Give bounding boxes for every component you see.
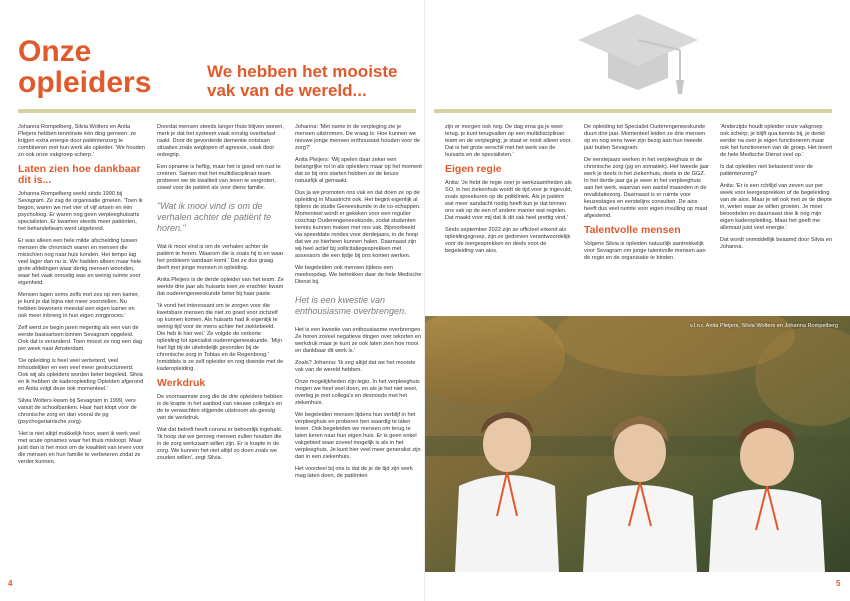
body-paragraph: zijn er morgen ook nog. De dag erna ga je weer terug. je kunt terugvallen op een multidisciplinair team en de verpleging; je staat er nooit alleen voor. Dat is het grote verschil met het werk van de huisarts en de specialisten.'	[445, 124, 572, 158]
intro-paragraph: Johanna Rompelberg, Silvia Wolters en Anita Pleijers hebben tenminste één ding gemeen: ze krijgen extra energie door patiëntenzorg te combineren met hun werk als opleider. 'We houden zo ook onze vakgroep scherp.'	[18, 124, 145, 158]
header-rule-left	[18, 109, 416, 113]
body-paragraph: Zelf werd ze begin jaren negentig als een van de eerste basisartsen binnen Sevagram opgeleid. Ook dat is veranderd. Toen moest ze nog een dag per week naar Amsterdam.	[18, 325, 142, 352]
text-column-6	[720, 124, 832, 256]
body-paragraph: Wat dat betreft heeft corona er behoorlijk ingehakt. 'Ik hoop dat we genoeg mensen zullen houden die in de zorg werkzaam willen zijn. Er is krapte in de zorg. We kunnen het niet altijd zo doen zoals we zouden willen', zegt Silvia.	[157, 427, 283, 461]
pull-quote: Het is een kwestie van enthousiasme overbrengen.	[295, 295, 407, 316]
header-rule-right	[434, 109, 832, 113]
section-heading: Eigen regie	[445, 163, 502, 175]
body-paragraph: Zoals? Johanna: 'Ik zeg altijd dat we het mooiste vak van de wereld hebben.	[295, 360, 416, 373]
body-paragraph: 'Ik vond het interessant om te zorgen voor die kwetsbare mensen die niet zo goed voor zichzelf op kunnen komen. Als huisarts had ik eigenlijk te weinig tijd voor de mens achter het ziektebeeld. Die heb ik hier wel.' Ze volgde de verkorte opleiding tot specialist ouderengeneeskunde. 'Mijn hart ligt bij de uiteindelijk gevonden bij de chronische zorg in Tobias en de Regenboog.' Inmiddels is ze zelf opleider en nog doende met de kaderopleiding.	[157, 303, 284, 372]
body-paragraph: Het voordeel bij ons is dat de je de tijd zijn werk mag laten doen, de patiënten	[295, 466, 413, 479]
body-paragraph: Mensen lagen soms zelfs met zes op een kamer, je kunt je dat bijna niet meer voorstellen. Nu hebben bewoners meestal een eigen kamer en ook meer inbreng in hun eigen zorgproces.'	[18, 292, 140, 319]
body-paragraph: 'Anderzijds houdt opleider onze vakgroep ook scherp; je blijft qua kennis bij, je denkt eerder na over je eigen functioneren maar ook het functioneren van de groep. Het levert de hele Medische Dienst veel op.'	[720, 124, 832, 158]
body-paragraph: Anita: 'Er is een rchtlijd van zeven uur per week voor leergesprekken of de begeleiding van de aios. Maar je wil ook met ze de diepte in, weten waar ze willen groeien. Je moet beoordelen en daarnaast doe ik nog mijn eigen kaderopleiding. Maar het geeft me allemaal juist veel energie.'	[720, 183, 832, 231]
body-paragraph: Johanna Rompelberg werkt sinds 1990 bij Sevagram. Ze zag de organisatie groeien. 'Toen ik begon, waren we met vier of vijf artsen en één psycholoog. Er waren nog geen verpleeghuisarts specialisten. Er kwamen steeds meer patiënten, het behandelteam werd uitgebreid.	[18, 191, 143, 232]
text-column-4	[445, 124, 572, 260]
body-paragraph: De opleiding tot Specialist Ouderengeneeskunde duurt drie jaar. Momenteel leiden ze drie mensen op en nog eens twee zijn bezig aan hun tweede jaar buiten Sevagram.	[584, 124, 706, 151]
body-paragraph: We begeleiden ook mensen tijdens een meeloopdag. We betrekken daar de hele Medische Dienst bij.	[295, 265, 422, 285]
page-subtitle: We hebben het mooiste vak van de wereld...	[207, 62, 398, 100]
page-number-left: 4	[8, 579, 13, 588]
body-paragraph: We begeleiden mensen tijdens hun verblijf in het verpleeghuis en proberen hen waardig te laten leven. Ook begeleiden we mensen om terug te laten keren naar hun eigen huis. Er is geen enkel vakgebied waar zoveel mogelijk is als in het verpleeghuis. Je kunt hier veel meer generalist zijn dan in een ziekenhuis.	[295, 412, 421, 460]
body-paragraph: Volgens Silvia is opleiden natuurlijk aantrekkelijk voor Sevagram om jonge talentvolle mensen aan de regio en de organisatie te binden.	[584, 241, 706, 261]
group-photo-image	[425, 316, 850, 572]
body-paragraph: Johanna: 'Met name in de verpleging zie je mensen uitstromen. De vraag is: Hoe kunnen we nieuwe jonge mensen enthousiast houden voor de zorg?'	[295, 124, 421, 151]
body-paragraph: Doordat mensen steeds langer thuis blijven wonen, merk je dat het systeem vaak ernstig overbelast raakt. Door de gevorderde dementie ontstaan situaties zoals weglopen of agressie, vaak door onbegrip.	[157, 124, 284, 158]
body-paragraph: 'Het is niet altijd makkelijk hoor, want ik werk veel met acute opnames waar het thuis misloopt. Maar juist dan is het mooi om de kwaliteit van leven voor die mensen en hun familie te verbeteren zodat ze verder kunnen.	[18, 431, 144, 465]
body-paragraph: Silvia Wolters kwam bij Sevagram in 1999, vers vanuit de schoolbanken. Haar hart klopt voor de chronische zorg en dan vooral de pg (psychogeriatrische zorg).	[18, 398, 137, 425]
graduation-cap-icon	[572, 8, 702, 98]
body-paragraph: Dat wordt onmiddellijk beaamd door Silvia en Johanna.	[720, 237, 832, 250]
text-column-5	[584, 124, 711, 267]
body-paragraph: Er was alleen een hele milde afscheiding tussen mensen die chronisch waren en mensen die misschien nog naar huis konden. Het tempo lag veel lager dan nu is. We hadden alleen maar hele grote afdelingen waar dertig mensen woonden, waar het vaak onrustig was en weinig ruimte voor eigenheid.	[18, 238, 142, 286]
body-paragraph: 'De opleiding is heel veel verbeterd, veel inhoudelijker en een veel meer gestructureerd. Ook wij als opleiders worden beter begeleid. Silvia en ik hebben de kaderopleiding Opleiden afgerond en Anita volgt deze ook momenteel.'	[18, 358, 144, 392]
section-heading: Talentvolle mensen	[584, 224, 681, 236]
body-paragraph: De eerstejaars werken in het verpleeghuis in de chronische zorg (pg en somatiek). Het tweede jaar werk je deels in het ziekenhuis, deels in de GGZ. In het derde jaar ga je weer in het verpleeghuis aan het werk, waarvan een aantal maanden in de revalidatiezorg. Daarnaast is er ruimte voor keuzestages en eerstelijns consulten. De aios heeft dus veel ruimte voor eigen invulling op maat afgestemd.	[584, 157, 709, 219]
page-title: Onze opleiders	[18, 35, 152, 99]
body-paragraph: Anita Pleijers: 'Wij spelen daar zeker een belangrijke rol in als opleiders maar op het moment dat ze bij ons starten hebben ze de keuze natuurlijk al gemaakt.	[295, 157, 422, 184]
body-paragraph: Onze mogelijkheden zijn legio. In het verpleeghuis mogen we heel veel doen, en als je het niet weet, overleg je met collega's en desnoods met het ziekenhuis.	[295, 379, 420, 406]
page-number-right: 5	[836, 579, 841, 588]
section-heading: Werkdruk	[157, 377, 206, 389]
body-paragraph: Dus ja we promoten ons vak en dat doen ze op de opleiding in Maastricht ook. Het begint eigenlijk al tijdens de studie Geneeskunde in de co-schappen. Momenteel wordt er gekeken voor een regulier coschap Ouderengeneeskunde, zodat studenten kennis kunnen maken met ons vak. Bijvoorbeeld via speeddate rondes voor derdejaars, in de hoop dat we ze hierheen kunnen halen. Daarnaast zijn wij heel actief bij sollicitatiegesprekken met assessors die een tijdje bij ons komen werken.	[295, 190, 421, 259]
body-paragraph: Een opname is heftig, maar het is goed om rust te creëren. Samen met het multidisciplinair team proberen we de kwaliteit van leven te vergroten, zowel voor de patiënt als voor diens familie.	[157, 164, 281, 191]
section-heading: Laten zien hoe dankbaar dit is...	[18, 163, 141, 186]
body-paragraph: Anita: 'Je hebt de regie over je werkzaamheden als SO, in het ziekenhuis wordt de tijd voor je ingevuld, zoals spreekuren op de polikliniek. Als je patiënt wat meer aandacht nodig heeft kun je dat binnen ons vak op de een of andere manier wat regelen. Dat maakt voor mij dat ik dit vak heel prettig vind.'	[445, 180, 572, 221]
text-column-2	[157, 124, 284, 467]
body-paragraph: De voornaamste zorg die de drie opleiders hebben is de krapte in het aanbod van nieuwe collega's en de te verwachten stijgende uitstroom als gevolg van de werkdruk.	[157, 394, 283, 421]
text-column-1	[18, 124, 145, 471]
pull-quote: "Wat ik mooi vind is om de verhalen achter de patiënt te horen."	[157, 201, 272, 233]
body-paragraph: Is dat opleiden niet belastend voor de patiëntenzorg?	[720, 164, 813, 177]
body-paragraph: Wat ik mooi vind is om de verhalen achter de patiënt te horen. Waarom die is zoals hij is en waar het probleem vandaan komt.' Dat ze dus graag deelt met jonge mensen in opleiding.	[157, 244, 284, 271]
text-column-3	[295, 124, 422, 485]
group-photo	[425, 316, 850, 572]
body-paragraph: Het is een kwestie van enthousiasme overbrengen. Ze horen zoveel negatieve dingen over tekorten en werkdruk maar je kunt ze ook laten zien hoe mooi en dankbaar dit werk is.'	[295, 327, 422, 354]
photo-caption: v.l.n.r. Anita Pleijers, Silvia Wolters en Johanna Rompelberg	[689, 323, 838, 329]
body-paragraph: Sinds september 2022 zijn ze officieel erkend als opleidingsgroep, zijn ze gedreven verantwoordelijk voor de leergesprekken en deels voor de begeleiding van aios.	[445, 227, 571, 254]
body-paragraph: Anita Pleijers is de derde opleider van het team. Ze werkte drie jaar als huisarts toen ze erachter kwam dat ouderengeneeskunde beter bij haar paste.	[157, 277, 284, 297]
